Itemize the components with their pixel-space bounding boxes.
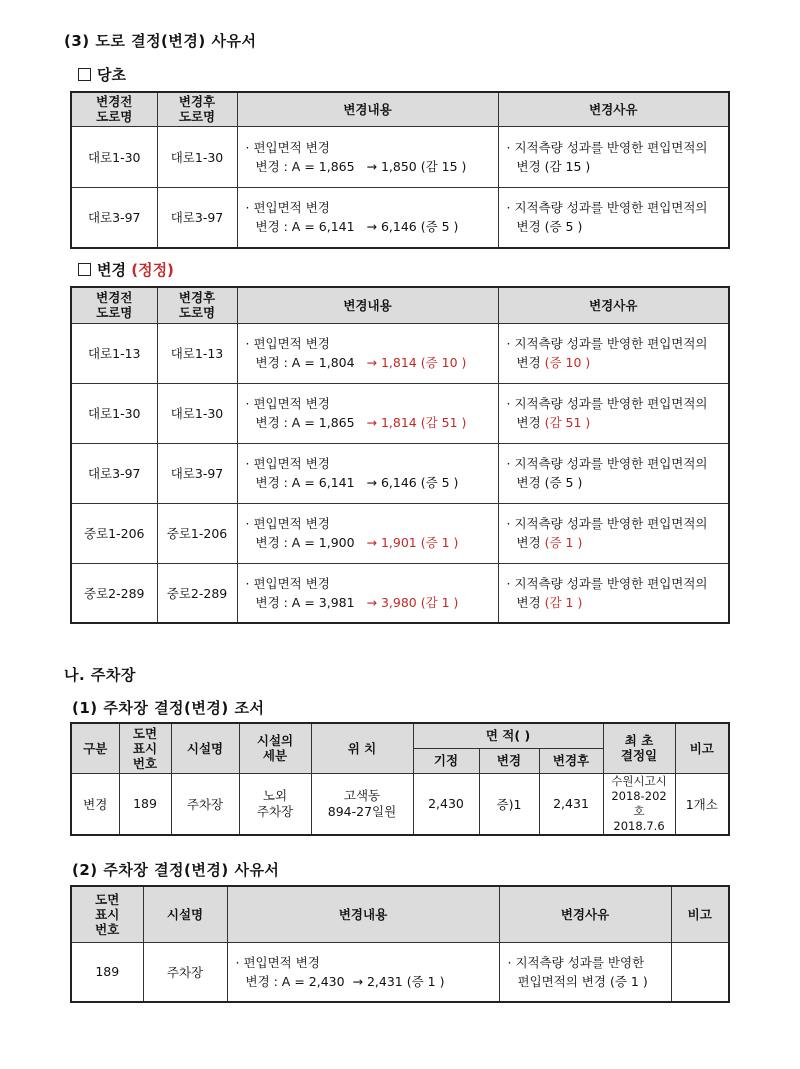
cell-area-after: 2,431 — [539, 773, 603, 835]
header-location: 위 치 — [311, 723, 413, 773]
cell-type: 변경 — [71, 773, 119, 835]
after-table — [70, 286, 730, 624]
after-heading: 변경 (정정) — [78, 259, 174, 280]
cell-content — [227, 942, 499, 1002]
cell-prev-road: 중로2-289 — [71, 563, 157, 623]
cell-detail: 노외 주차장 — [239, 773, 311, 835]
cell-next-road: 대로1-13 — [157, 323, 237, 383]
section-title: (3) 도로 결정(변경) 사유서 — [64, 32, 257, 50]
table-row — [71, 383, 729, 443]
reason-line-2: 변경 (감 51 ) — [516, 415, 591, 430]
header-prev-road: 변경전 도로명 — [71, 92, 157, 126]
content-change-value: → 1,901 (증 1 ) — [366, 535, 459, 550]
cell-decision-date: 수원시고시 2018-202호 2018.7.6 — [603, 773, 675, 835]
table-row — [71, 443, 729, 503]
parking2-title: (2) 주차장 결정(변경) 사유서 — [72, 861, 280, 879]
cell-prev-road: 대로3-97 — [71, 187, 157, 248]
before-heading: 당초 — [78, 64, 126, 85]
header-content: 변경내용 — [237, 92, 498, 126]
content-line-1: · 편입면적 변경 — [245, 516, 330, 531]
cell-location: 고색동 894-27일원 — [311, 773, 413, 835]
cell-content — [237, 126, 498, 187]
header-prev-road: 변경전 도로명 — [71, 287, 157, 323]
header-type: 구분 — [71, 723, 119, 773]
header-detail: 시설의 세분 — [239, 723, 311, 773]
content-line-1: · 편입면적 변경 — [245, 336, 330, 351]
cell-note — [671, 942, 729, 1002]
reason-change-value: (감 51 ) — [544, 415, 591, 430]
reason-line-2: 변경 (증 5 ) — [516, 475, 583, 490]
cell-prev-road: 대로1-13 — [71, 323, 157, 383]
header-note: 비고 — [675, 723, 729, 773]
content-change-value: → 1,850 (감 15 ) — [366, 158, 467, 174]
header-area-after: 변경후 — [539, 748, 603, 773]
reason-line-1: · 지적측량 성과를 반영한 편입면적의 — [506, 200, 708, 216]
cell-reason — [498, 503, 729, 563]
header-next-road: 변경후 도로명 — [157, 92, 237, 126]
content-line-1: · 편입면적 변경 — [245, 456, 330, 471]
reason-change-value: (감 1 ) — [544, 594, 583, 610]
cell-reason — [499, 942, 671, 1002]
table-row — [71, 773, 729, 835]
parking-title: 나. 주차장 — [64, 666, 136, 684]
reason-line-2: 편입면적의 변경 (증 1 ) — [517, 973, 648, 989]
header-area-change: 변경 — [479, 748, 539, 773]
table-row — [71, 942, 729, 1002]
content-change-value: → 1,814 (증 10 ) — [366, 355, 467, 370]
reason-line-2: 변경 (감 15 ) — [516, 158, 591, 174]
header-note: 비고 — [671, 886, 729, 942]
cell-content — [237, 383, 498, 443]
table-row — [71, 323, 729, 383]
content-change-value: → 3,980 (감 1 ) — [366, 594, 459, 610]
cell-note: 1개소 — [675, 773, 729, 835]
reason-change-value: (증 1 ) — [544, 535, 583, 550]
cell-reason — [498, 383, 729, 443]
header-area-before: 기정 — [413, 748, 479, 773]
cell-next-road: 중로1-206 — [157, 503, 237, 563]
content-line-2: 변경 : A = 2,430 → 2,431 (증 1 ) — [245, 973, 445, 989]
header-reason: 변경사유 — [498, 92, 729, 126]
content-line-2: 변경 : A = 1,865 → 1,814 (감 51 ) — [255, 415, 467, 430]
header-facility: 시설명 — [171, 723, 239, 773]
header-map-number: 도면 표시 번호 — [71, 886, 143, 942]
cell-facility: 주차장 — [143, 942, 227, 1002]
reason-line-1: · 지적측량 성과를 반영한 편입면적의 — [506, 336, 708, 351]
content-line-2: 변경 : A = 1,900 → 1,901 (증 1 ) — [255, 535, 459, 550]
checkbox-square-icon — [78, 263, 91, 276]
content-line-1: · 편입면적 변경 — [245, 200, 330, 216]
reason-line-1: · 지적측량 성과를 반영한 편입면적의 — [506, 139, 708, 155]
cell-next-road: 대로3-97 — [157, 443, 237, 503]
cell-content — [237, 443, 498, 503]
cell-reason — [498, 187, 729, 248]
header-content: 변경내용 — [227, 886, 499, 942]
content-line-2: 변경 : A = 3,981 → 3,980 (감 1 ) — [255, 594, 459, 610]
header-area: 면 적( ) — [413, 723, 603, 748]
header-decision-date: 최 초 결정일 — [603, 723, 675, 773]
table-row — [71, 503, 729, 563]
reason-line-2: 변경 (증 1 ) — [516, 535, 583, 550]
table-row — [71, 126, 729, 187]
header-content: 변경내용 — [237, 287, 498, 323]
content-line-1: · 편입면적 변경 — [245, 396, 330, 411]
cell-prev-road: 대로3-97 — [71, 443, 157, 503]
cell-prev-road: 대로1-30 — [71, 126, 157, 187]
content-change-value: → 1,814 (감 51 ) — [366, 415, 467, 430]
reason-change-value: (증 10 ) — [544, 355, 591, 370]
before-table — [70, 91, 730, 249]
reason-line-1: · 지적측량 성과를 반영한 편입면적의 — [506, 575, 708, 591]
header-facility: 시설명 — [143, 886, 227, 942]
parking1-title: (1) 주차장 결정(변경) 조서 — [72, 699, 265, 717]
cell-reason — [498, 563, 729, 623]
cell-area-before: 2,430 — [413, 773, 479, 835]
content-line-1: · 편입면적 변경 — [245, 139, 330, 155]
cell-reason — [498, 126, 729, 187]
reason-change-value: (증 5 ) — [544, 475, 583, 490]
content-line-1: · 편입면적 변경 — [245, 575, 330, 591]
reason-line-1: · 지적측량 성과를 반영한 편입면적의 — [506, 396, 708, 411]
after-heading-note: (정정) — [131, 261, 174, 279]
cell-reason — [498, 443, 729, 503]
cell-content — [237, 503, 498, 563]
cell-prev-road: 중로1-206 — [71, 503, 157, 563]
header-reason: 변경사유 — [499, 886, 671, 942]
reason-line-1: · 지적측량 성과를 반영한 편입면적의 — [506, 456, 708, 471]
cell-next-road: 중로2-289 — [157, 563, 237, 623]
reason-line-1: · 지적측량 성과를 반영한 편입면적의 — [506, 516, 708, 531]
cell-reason — [498, 323, 729, 383]
reason-line-2: 변경 (증 10 ) — [516, 355, 591, 370]
content-change-value: → 6,146 (증 5 ) — [366, 219, 459, 235]
reason-line-2: 변경 (증 5 ) — [516, 219, 583, 235]
cell-map-number: 189 — [71, 942, 143, 1002]
table-row — [71, 563, 729, 623]
cell-facility: 주차장 — [171, 773, 239, 835]
content-change-value: → 6,146 (증 5 ) — [366, 475, 459, 490]
header-next-road: 변경후 도로명 — [157, 287, 237, 323]
cell-next-road: 대로1-30 — [157, 383, 237, 443]
cell-content — [237, 563, 498, 623]
parking2-table — [70, 885, 730, 1003]
cell-next-road: 대로3-97 — [157, 187, 237, 248]
checkbox-square-icon — [78, 68, 91, 81]
cell-map-number: 189 — [119, 773, 171, 835]
cell-content — [237, 187, 498, 248]
reason-line-2: 변경 (감 1 ) — [516, 594, 583, 610]
content-line-2: 변경 : A = 1,804 → 1,814 (증 10 ) — [255, 355, 467, 370]
reason-line-1: · 지적측량 성과를 반영한 — [507, 954, 645, 970]
cell-content — [237, 323, 498, 383]
content-line-2: 변경 : A = 1,865 → 1,850 (감 15 ) — [255, 158, 467, 174]
table-row — [71, 187, 729, 248]
content-line-2: 변경 : A = 6,141 → 6,146 (증 5 ) — [255, 475, 459, 490]
cell-area-change: 증)1 — [479, 773, 539, 835]
content-line-2: 변경 : A = 6,141 → 6,146 (증 5 ) — [255, 219, 459, 235]
cell-next-road: 대로1-30 — [157, 126, 237, 187]
header-reason: 변경사유 — [498, 287, 729, 323]
cell-prev-road: 대로1-30 — [71, 383, 157, 443]
header-map-number: 도면 표시 번호 — [119, 723, 171, 773]
content-line-1: · 편입면적 변경 — [235, 954, 320, 970]
parking1-table — [70, 722, 730, 836]
